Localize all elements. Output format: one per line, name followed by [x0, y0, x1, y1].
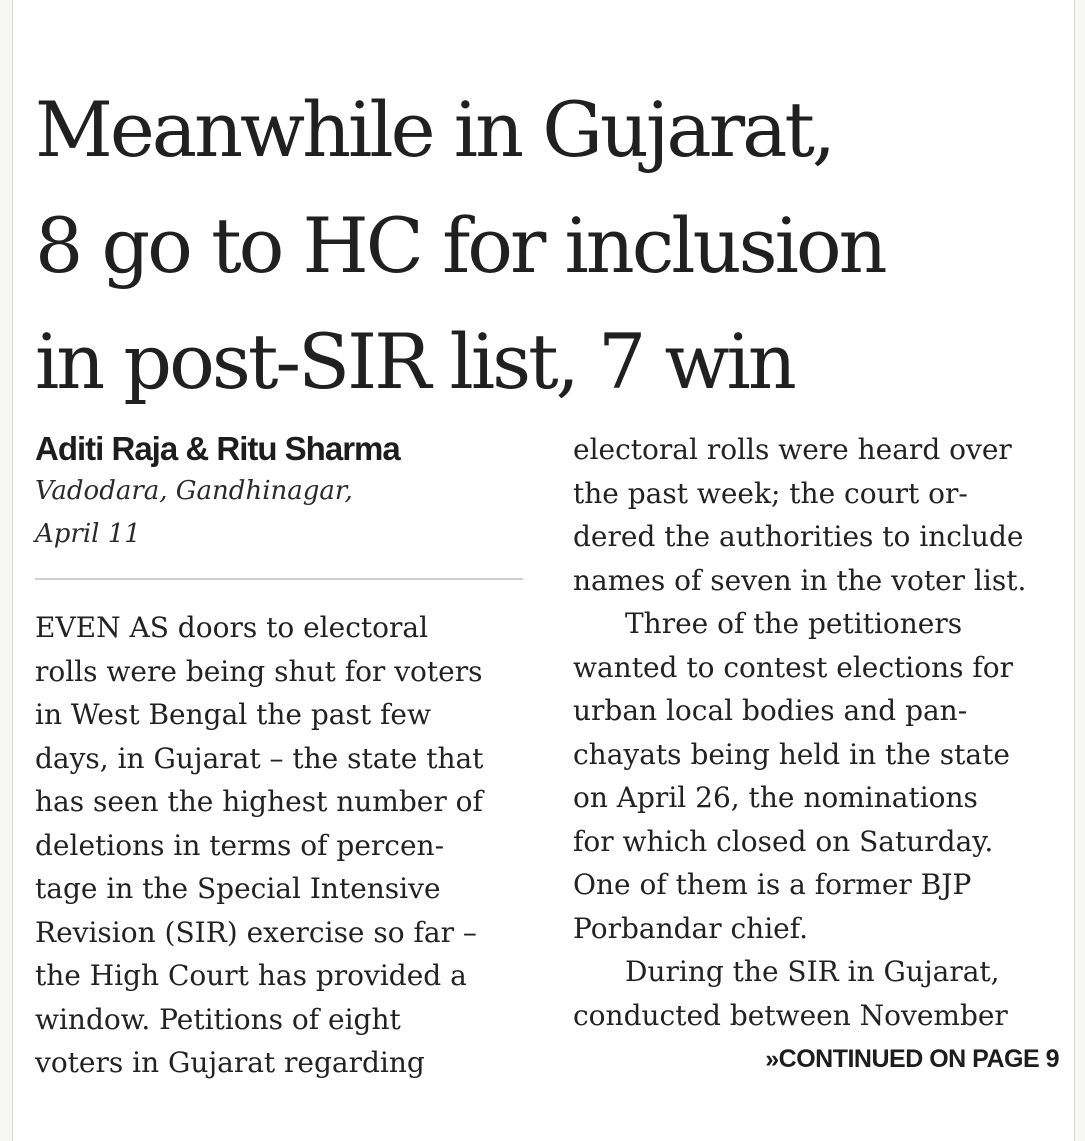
body-line: EVEN AS doors to electoral [35, 611, 429, 644]
byline: Aditi Raja & Ritu Sharma [35, 430, 400, 467]
body-line: Porbandar chief. [573, 911, 809, 945]
body-line: days, in Gujarat – the state that [35, 741, 484, 775]
body-line: urban local bodies and pan- [573, 694, 968, 727]
body-line: window. Petitions of eight [35, 1002, 401, 1036]
divider-rule [35, 578, 523, 580]
continued-on-page-link[interactable]: »CONTINUED ON PAGE 9 [765, 1045, 1059, 1073]
body-line: for which closed on Saturday. [573, 824, 994, 858]
right-column [573, 428, 1059, 1081]
headline-line: 8 go to HC for inclusion [35, 201, 885, 290]
article-body-left [35, 606, 523, 1085]
body-line: deletions in terms of percen- [35, 828, 445, 862]
body-line: Revision (SIR) exercise so far – [35, 915, 477, 949]
headline [35, 72, 1065, 420]
body-line: has seen the highest number of [35, 785, 483, 818]
newspaper-clipping [12, 0, 1075, 1141]
body-line: electoral rolls were heard over [573, 433, 1012, 466]
body-line: the past week; the court or- [573, 476, 968, 510]
body-line: Three of the petitioners [625, 607, 963, 640]
article-body-right [573, 428, 1059, 1037]
body-line: tage in the Special Intensive [35, 872, 441, 905]
body-line: During the SIR in Gujarat, [625, 955, 1000, 988]
body-line: wanted to contest elections for [573, 650, 1014, 684]
body-line: rolls were being shut for voters [35, 654, 483, 688]
body-line: voters in Gujarat regarding [35, 1046, 425, 1079]
body-line: names of seven in the voter list. [573, 563, 1027, 597]
body-line: One of them is a former BJP [573, 868, 972, 901]
body-line: conducted between November [573, 998, 1008, 1032]
body-line: the High Court has provided a [35, 959, 467, 992]
dateline-date: April 11 [35, 519, 141, 549]
dateline-place: Vadodara, Gandhinagar, [35, 476, 353, 506]
body-line: on April 26, the nominations [573, 781, 978, 814]
body-line: in West Bengal the past few [35, 698, 431, 731]
body-line: dered the authorities to include [573, 520, 1024, 553]
left-column [35, 428, 523, 1085]
body-line: chayats being held in the state [573, 737, 1010, 771]
dateline [35, 470, 523, 556]
headline-line: Meanwhile in Gujarat, [35, 85, 834, 174]
headline-line: in post-SIR list, 7 win [35, 317, 794, 406]
